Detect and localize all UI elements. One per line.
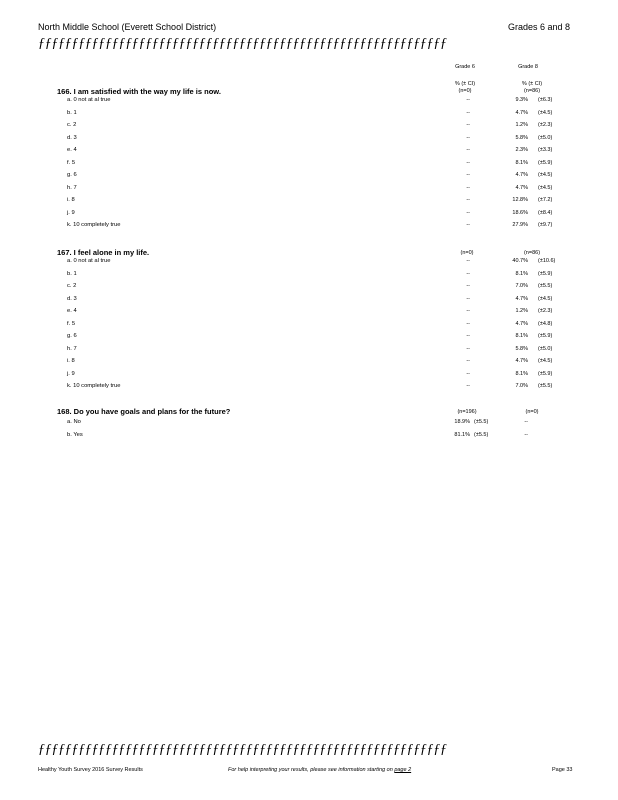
q166-grade8-ci: (±4.5) xyxy=(538,172,553,178)
q167-grade8-ci: (±5.9) xyxy=(538,370,553,377)
q167-option-label: k. 10 completely true xyxy=(67,383,121,389)
q166-grade6-value: -- xyxy=(466,134,470,141)
q167-grade8-ci: (±4.5) xyxy=(538,358,553,364)
q166-option-label: e. 4 xyxy=(67,147,77,153)
q166-option-label: g. 6 xyxy=(67,172,77,178)
q167-grade6-value: -- xyxy=(466,370,470,377)
q168-option-label: b. Yes xyxy=(67,431,83,438)
q166-grade8-ci: (±6.3) xyxy=(538,97,553,103)
q167-option-label: d. 3 xyxy=(67,295,77,302)
q166-grade6-value: -- xyxy=(466,197,470,203)
footer-page-number: Page 33 xyxy=(552,767,573,773)
q166-grade8-value: 2.3% xyxy=(515,147,528,153)
q166-grade6-value: -- xyxy=(466,122,470,128)
q166-grade8-value: 4.7% xyxy=(515,172,528,178)
q167-grade8-ci: (±5.5) xyxy=(538,383,553,389)
q168-n-grade8: (n=0) xyxy=(525,409,539,415)
q166-option-label: h. 7 xyxy=(67,184,77,191)
q167-grade8-value: 8.1% xyxy=(515,333,528,339)
q167-grade6-value: -- xyxy=(466,270,470,277)
q167-grade8-value: 7.0% xyxy=(515,283,528,289)
q167-option-label: a. 0 not at al true xyxy=(67,258,111,264)
q166-grade6-value: -- xyxy=(466,172,470,178)
grade8-header: Grade 8 xyxy=(518,64,538,70)
q167-n-grade8: (n=86) xyxy=(523,250,541,256)
q167-title: 167. I feel alone in my life. xyxy=(57,248,150,257)
q166-option-label: b. 1 xyxy=(67,109,77,116)
q166-grade8-ci: (±2.3) xyxy=(538,122,553,128)
q167-grade6-value: -- xyxy=(466,333,470,339)
grades-label: Grades 6 and 8 xyxy=(508,22,571,32)
q166-option-label: k. 10 completely true xyxy=(67,222,121,228)
q166-grade8-ci: (±5.9) xyxy=(538,159,553,166)
q167-option-label: g. 6 xyxy=(67,333,77,339)
q167-grade6-value: -- xyxy=(466,258,470,264)
q167-option-label: b. 1 xyxy=(67,270,77,277)
school-title: North Middle School (Everett School District) xyxy=(38,22,217,32)
q167-grade6-value: -- xyxy=(466,295,470,302)
q166-option-label: i. 8 xyxy=(67,197,75,203)
q166-grade6-value: -- xyxy=(466,184,470,191)
q166-grade6-value: -- xyxy=(466,109,470,116)
q168-grade6-ci: (±5.5) xyxy=(474,431,489,438)
q168-grade6-ci: (±5.5) xyxy=(474,419,489,425)
q167-grade6-value: -- xyxy=(466,308,470,314)
q166-grade8-value: 9.3% xyxy=(515,97,528,103)
q166-grade8-ci: (±7.2) xyxy=(538,197,553,203)
q166-grade8-ci: (±4.5) xyxy=(538,109,553,116)
q166-grade8-value: 27.9% xyxy=(512,222,528,228)
q166-grade8-ci: (±5.0) xyxy=(538,134,553,141)
q167-grade6-value: -- xyxy=(466,283,470,289)
q168-title: 168. Do you have goals and plans for the future? xyxy=(57,407,231,416)
q167-grade8-value: 8.1% xyxy=(515,270,528,277)
q167-option-label: e. 4 xyxy=(67,308,77,314)
q167-grade8-ci: (±2.3) xyxy=(538,308,553,314)
q166-n-grade8: (n=86) xyxy=(523,88,541,94)
bottom-rule: ƒƒƒƒƒƒƒƒƒƒƒƒƒƒƒƒƒƒƒƒƒƒƒƒƒƒƒƒƒƒƒƒƒƒƒƒƒƒƒƒƒƒƒƒƒƒƒƒƒƒƒƒƒƒƒƒƒƒƒƒƒ xyxy=(38,742,447,757)
q166-grade6-value: -- xyxy=(466,159,470,166)
q166-option-label: f. 5 xyxy=(67,159,76,166)
q168-grade8-value: -- xyxy=(524,431,528,438)
q167-grade8-ci: (±4.8) xyxy=(538,320,553,327)
q167-grade8-value: 40.7% xyxy=(512,258,528,264)
q167-grade6-value: -- xyxy=(466,320,470,327)
q167-grade8-value: 5.8% xyxy=(515,345,528,352)
q168-grade6-value: 18.9% xyxy=(454,419,470,425)
q166-grade8-value: 4.7% xyxy=(515,184,528,191)
q166-option-label: d. 3 xyxy=(67,134,77,141)
grade8-pct-label: % (± CI) xyxy=(521,81,543,87)
q167-grade8-ci: (±5.9) xyxy=(538,333,553,339)
q166-grade8-value: 5.8% xyxy=(515,134,528,141)
q167-n-grade6: (n=0) xyxy=(460,250,474,256)
q168-n-grade6: (n=196) xyxy=(457,409,477,415)
q167-option-label: j. 9 xyxy=(67,370,75,377)
q166-grade6-value: -- xyxy=(466,147,470,153)
q167-grade8-value: 4.7% xyxy=(515,295,528,302)
q167-grade8-value: 7.0% xyxy=(515,383,528,389)
q167-grade8-ci: (±5.9) xyxy=(538,270,553,277)
q166-option-label: a. 0 not at al true xyxy=(67,97,111,103)
q166-option-label: j. 9 xyxy=(67,209,75,216)
q167-grade8-value: 8.1% xyxy=(515,370,528,377)
q167-option-label: f. 5 xyxy=(67,320,76,327)
q166-grade8-value: 8.1% xyxy=(515,159,528,166)
q167-grade8-ci: (±4.5) xyxy=(538,295,553,302)
q166-grade8-value: 12.8% xyxy=(512,197,528,203)
q167-grade8-ci: (±5.0) xyxy=(538,345,553,352)
q166-option-label: c. 2 xyxy=(67,122,77,128)
q166-grade8-value: 1.2% xyxy=(515,122,528,128)
q166-grade8-ci: (±9.7) xyxy=(538,222,553,228)
q166-n-grade6: (n=0) xyxy=(458,88,472,94)
footer-page-link[interactable]: page 2 xyxy=(394,767,412,773)
footer-help-label: For help interpreting your results, please see information starting on xyxy=(228,767,395,773)
footer-survey-name: Healthy Youth Survey 2016 Survey Results xyxy=(38,767,143,773)
q167-grade8-ci: (±5.5) xyxy=(538,283,553,289)
q167-option-label: h. 7 xyxy=(67,345,77,352)
q167-option-label: c. 2 xyxy=(67,283,77,289)
q167-grade6-value: -- xyxy=(466,345,470,352)
q166-grade8-value: 4.7% xyxy=(515,109,528,116)
q167-grade6-value: -- xyxy=(466,383,470,389)
q168-grade8-value: -- xyxy=(524,419,528,425)
q168-option-label: a. No xyxy=(67,419,81,425)
q166-grade6-value: -- xyxy=(466,209,470,216)
q166-grade6-value: -- xyxy=(466,222,470,228)
q167-grade8-value: 4.7% xyxy=(515,358,528,364)
grade6-pct-label: % (± CI) xyxy=(454,81,476,87)
q166-grade8-value: 18.6% xyxy=(512,209,528,216)
q166-grade6-value: -- xyxy=(466,97,470,103)
q167-grade8-value: 4.7% xyxy=(515,320,528,327)
q166-grade8-ci: (±3.3) xyxy=(538,147,553,153)
q167-grade6-value: -- xyxy=(466,358,470,364)
footer-help-text xyxy=(228,767,411,773)
q166-title: 166. I am satisfied with the way my life is now. xyxy=(57,87,221,96)
q167-grade8-value: 1.2% xyxy=(515,308,528,314)
q166-grade8-ci: (±4.5) xyxy=(538,184,553,191)
top-rule: ƒƒƒƒƒƒƒƒƒƒƒƒƒƒƒƒƒƒƒƒƒƒƒƒƒƒƒƒƒƒƒƒƒƒƒƒƒƒƒƒƒƒƒƒƒƒƒƒƒƒƒƒƒƒƒƒƒƒƒƒƒ xyxy=(38,36,447,51)
q166-grade8-ci: (±8.4) xyxy=(538,209,553,216)
grade6-header: Grade 6 xyxy=(455,64,475,70)
q167-option-label: i. 8 xyxy=(67,358,75,364)
q167-grade8-ci: (±10.6) xyxy=(538,258,556,264)
q168-grade6-value: 81.1% xyxy=(454,431,470,438)
